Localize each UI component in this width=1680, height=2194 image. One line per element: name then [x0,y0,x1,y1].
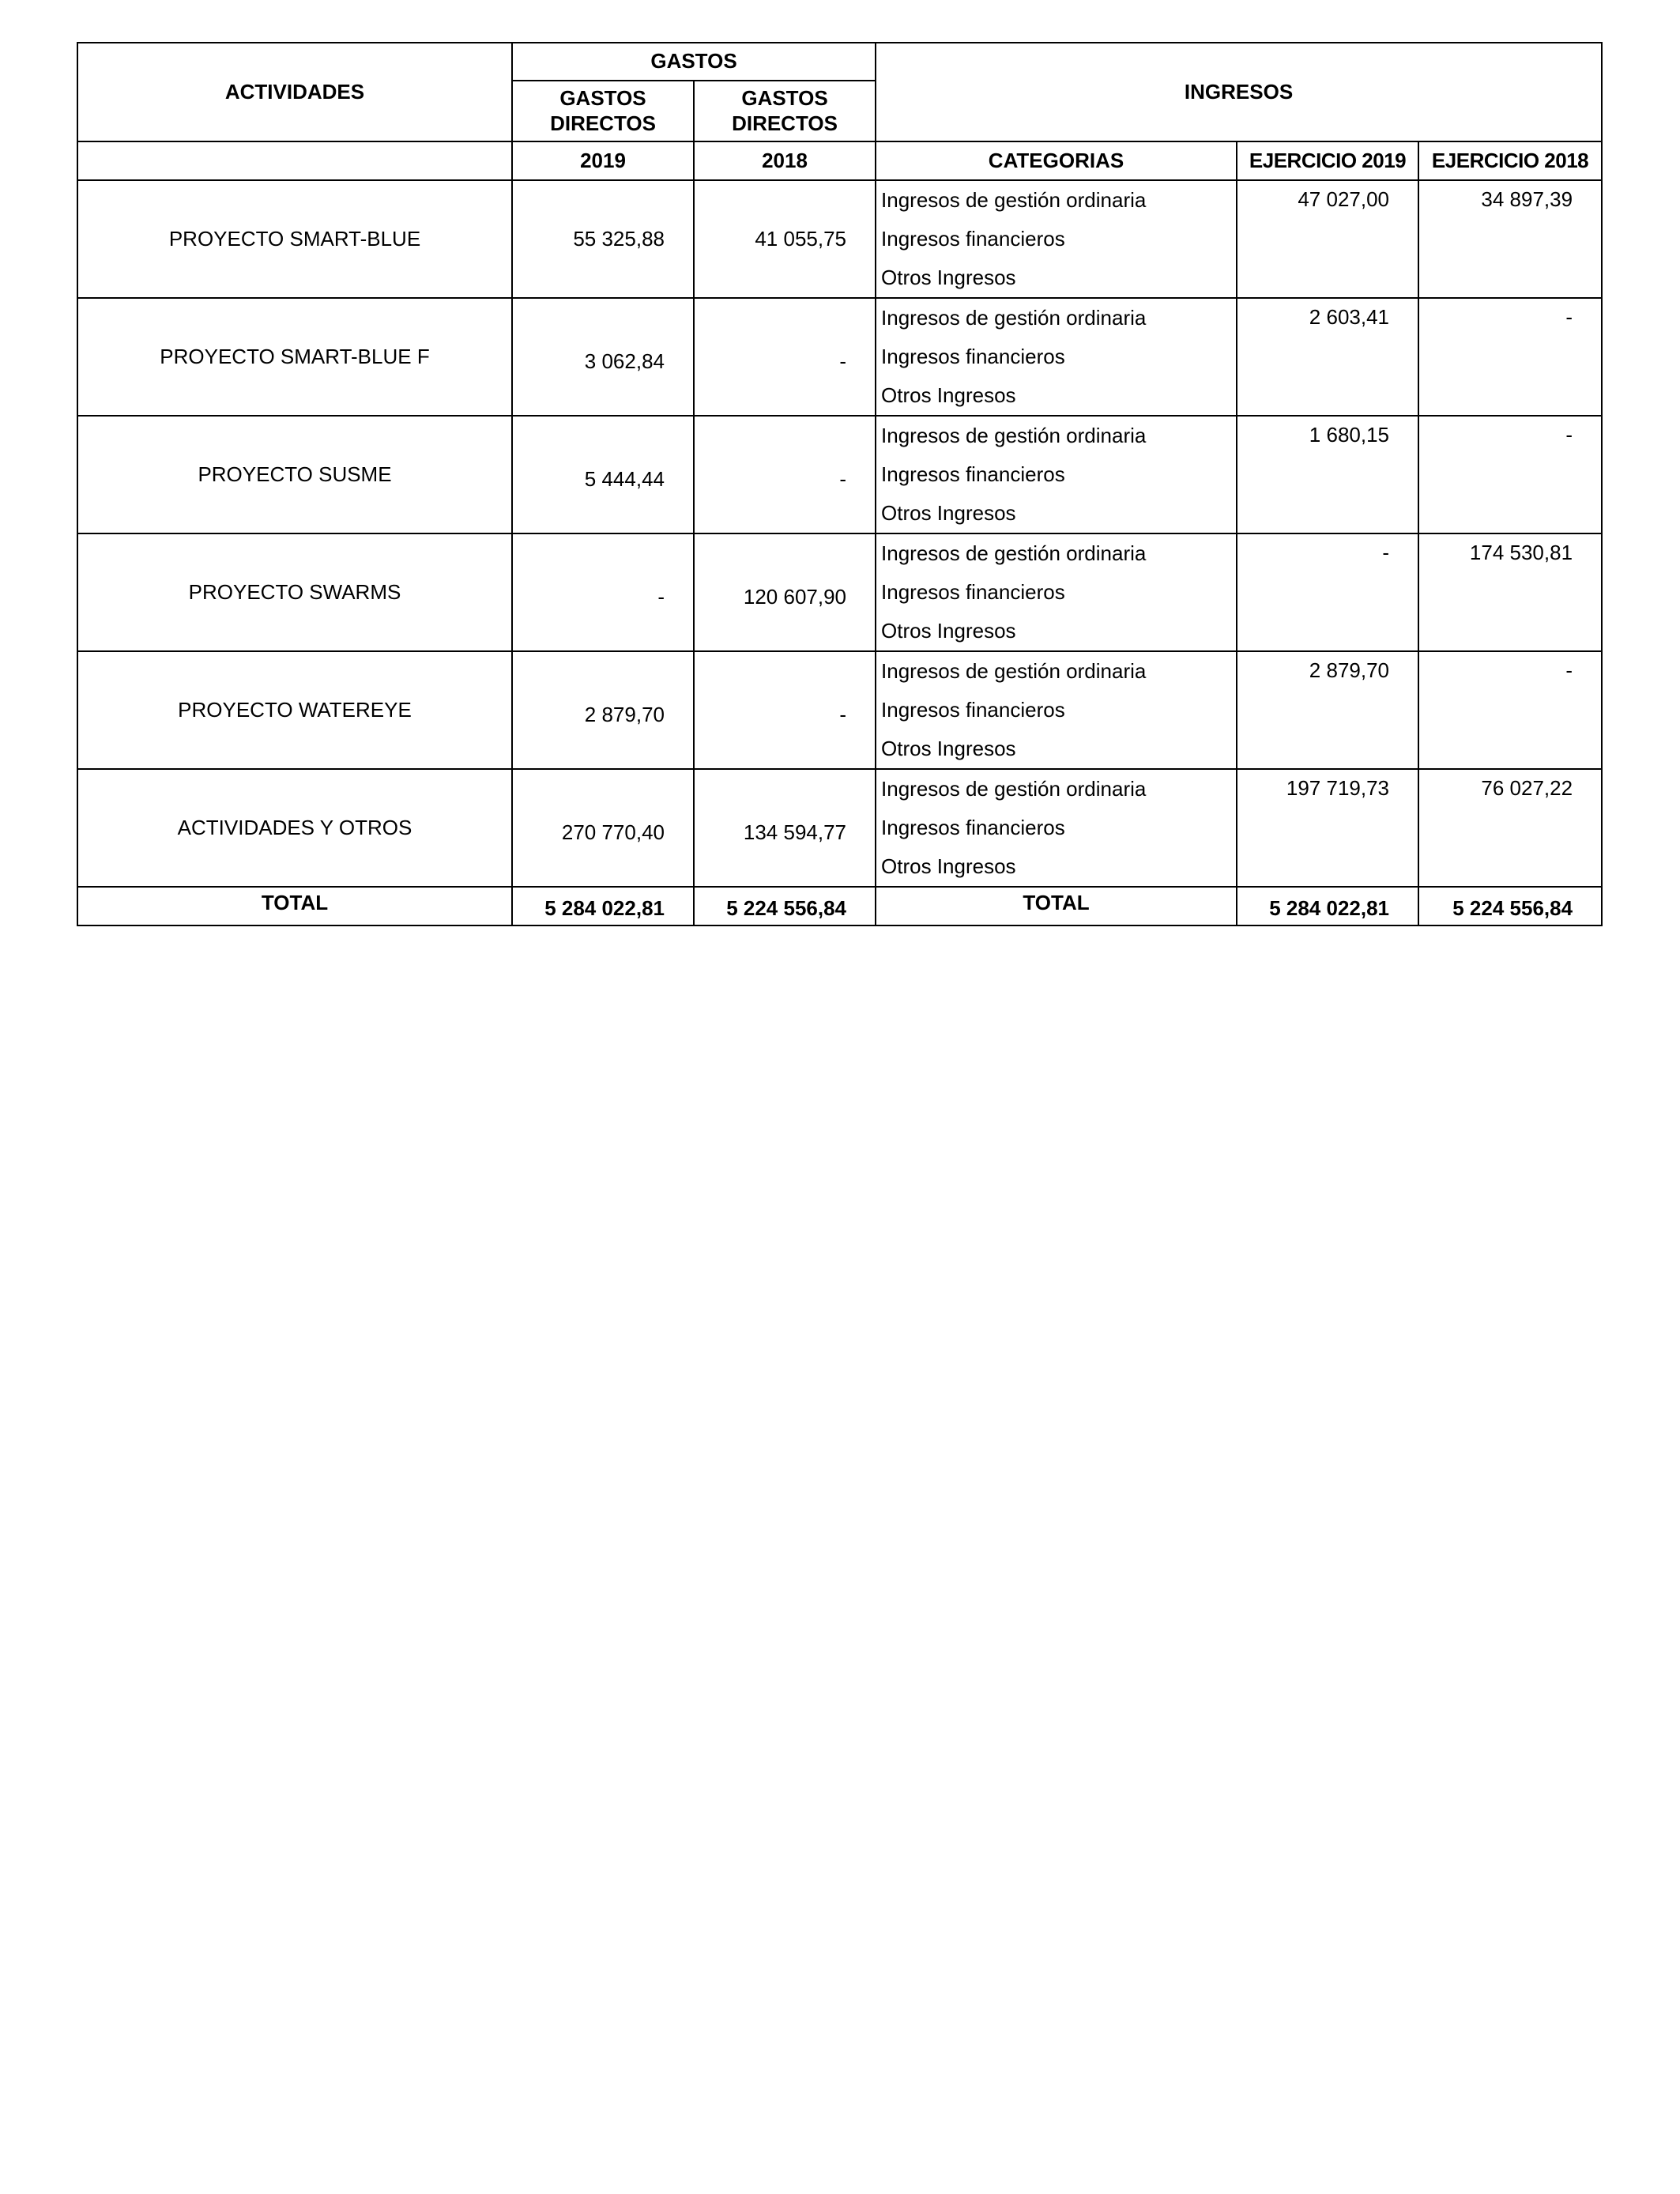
activity-name-cell [77,769,512,887]
activity-name: PROYECTO SMART-BLUE [168,226,421,251]
categorias-cell [876,416,1237,533]
categorias-cell [876,533,1237,651]
activity-name-cell [77,180,512,298]
table-row [77,298,1602,416]
header-gastos-directos-2019-label: GASTOS DIRECTOS [550,86,656,135]
gastos-2019-cell [512,416,694,533]
ejercicio-2018-value: - [1565,658,1573,682]
header-gastos-directos-2018-label: GASTOS DIRECTOS [732,86,838,135]
ejercicio-2018-cell [1418,651,1602,769]
table-row [77,180,1602,298]
ejercicio-2019-cell [1237,180,1418,298]
gastos-2018-cell [694,651,876,769]
gastos-2018-cell [694,769,876,887]
activity-name-cell [77,533,512,651]
category-item: Otros Ingresos [881,266,1016,289]
gastos-2018-cell [694,416,876,533]
gastos-2018-cell [694,180,876,298]
header-gastos-label: GASTOS [650,49,737,74]
ejercicio-2018-value: - [1565,305,1573,329]
header-actividades [77,43,512,141]
table-row [77,416,1602,533]
ejercicio-2018-value: 76 027,22 [1481,776,1573,800]
gastos-2018-value: - [839,702,847,726]
gastos-2018-value: - [839,466,847,491]
ejercicio-2019-value: 47 027,00 [1298,187,1390,211]
header-ejercicio-2019 [1237,141,1418,180]
ejercicio-2019-value: - [1382,541,1390,564]
total-gastos-2019-cell [512,887,694,925]
header-ingresos [876,43,1602,141]
gastos-2018-value: 134 594,77 [743,820,847,844]
gastos-2019-value: 5 444,44 [584,466,665,491]
activity-name: PROYECTO SWARMS [188,579,401,604]
ejercicio-2019-cell [1237,769,1418,887]
category-item: Ingresos financieros [881,227,1065,251]
category-item: Ingresos de gestión ordinaria [881,777,1147,801]
header-ejercicio-2019-label: EJERCICIO 2019 [1249,148,1407,172]
category-item: Ingresos de gestión ordinaria [881,424,1147,447]
gastos-2018-cell [694,298,876,416]
category-item: Otros Ingresos [881,737,1016,760]
total-ejercicio-2018-cell [1418,887,1602,925]
total-label-right: TOTAL [1023,891,1090,914]
categorias-cell [876,769,1237,887]
category-item: Otros Ingresos [881,383,1016,407]
ejercicio-2018-value: 34 897,39 [1481,187,1573,211]
category-item: Ingresos financieros [881,816,1065,839]
ejercicio-2019-value: 2 879,70 [1309,658,1390,682]
gastos-2019-value: 55 325,88 [573,226,665,251]
header-year-2018-label: 2018 [762,148,808,172]
ejercicio-2019-cell [1237,416,1418,533]
gastos-2018-value: 120 607,90 [743,584,847,609]
gastos-2019-value: 270 770,40 [561,820,665,844]
activity-name: PROYECTO SMART-BLUE F [160,344,430,368]
categorias-cell [876,180,1237,298]
gastos-2019-value: - [657,584,665,609]
table-row [77,533,1602,651]
table-row [77,651,1602,769]
ejercicio-2018-cell [1418,533,1602,651]
table-body [77,43,1602,925]
ejercicio-2018-cell [1418,298,1602,416]
total-ejercicio-2018: 5 224 556,84 [1452,895,1573,920]
ejercicio-2019-value: 2 603,41 [1309,305,1390,329]
category-item: Ingresos de gestión ordinaria [881,659,1147,683]
gastos-2019-value: 2 879,70 [584,702,665,726]
header-actividades-spacer [77,141,512,180]
header-actividades-label: ACTIVIDADES [224,79,365,104]
category-item: Otros Ingresos [881,854,1016,878]
ejercicio-2018-cell [1418,769,1602,887]
ejercicio-2019-cell [1237,651,1418,769]
header-year-2019 [512,141,694,180]
activities-financial-table [77,42,1603,926]
total-gastos-2018-cell [694,887,876,925]
header-year-2019-label: 2019 [580,148,626,172]
activity-name-cell [77,298,512,416]
total-label-left: TOTAL [261,891,329,914]
category-item: Ingresos de gestión ordinaria [881,306,1147,330]
total-label-left-cell [77,887,512,925]
table-row [77,769,1602,887]
header-categorias-label: CATEGORIAS [988,148,1124,172]
gastos-2019-cell [512,769,694,887]
category-item: Otros Ingresos [881,619,1016,643]
header-categorias [876,141,1237,180]
categorias-cell [876,651,1237,769]
ejercicio-2019-value: 1 680,15 [1309,423,1390,447]
ejercicio-2019-value: 197 719,73 [1286,776,1390,800]
total-ejercicio-2019: 5 284 022,81 [1269,895,1390,920]
activity-name-cell [77,416,512,533]
ejercicio-2018-value: - [1565,423,1573,447]
header-ejercicio-2018-label: EJERCICIO 2018 [1431,148,1589,172]
gastos-2019-cell [512,180,694,298]
activity-name-cell [77,651,512,769]
header-row-3 [77,141,1602,180]
header-year-2018 [694,141,876,180]
category-item: Ingresos de gestión ordinaria [881,188,1147,212]
activity-name: PROYECTO SUSME [198,462,392,486]
total-label-right-cell [876,887,1237,925]
total-gastos-2018: 5 224 556,84 [726,895,847,920]
gastos-2018-value: 41 055,75 [755,226,847,251]
category-item: Ingresos financieros [881,580,1065,604]
category-item: Ingresos de gestión ordinaria [881,541,1147,565]
header-gastos [512,43,876,81]
categorias-cell [876,298,1237,416]
gastos-2019-cell [512,651,694,769]
ejercicio-2018-cell [1418,416,1602,533]
header-gastos-directos-2018 [694,81,876,141]
ejercicio-2018-cell [1418,180,1602,298]
ejercicio-2019-cell [1237,533,1418,651]
gastos-2019-cell [512,298,694,416]
activity-name: PROYECTO WATEREYE [178,697,412,722]
total-gastos-2019: 5 284 022,81 [544,895,665,920]
category-item: Ingresos financieros [881,345,1065,368]
total-row [77,887,1602,925]
ejercicio-2018-value: 174 530,81 [1469,541,1573,564]
category-item: Ingresos financieros [881,698,1065,722]
header-ejercicio-2018 [1418,141,1602,180]
header-row-1 [77,43,1602,81]
activity-name: ACTIVIDADES Y OTROS [177,815,412,839]
category-item: Ingresos financieros [881,462,1065,486]
ejercicio-2019-cell [1237,298,1418,416]
gastos-2019-cell [512,533,694,651]
gastos-2018-value: - [839,349,847,373]
header-ingresos-label: INGRESOS [1184,79,1294,104]
header-gastos-directos-2019 [512,81,694,141]
category-item: Otros Ingresos [881,501,1016,525]
gastos-2018-cell [694,533,876,651]
total-ejercicio-2019-cell [1237,887,1418,925]
gastos-2019-value: 3 062,84 [584,349,665,373]
